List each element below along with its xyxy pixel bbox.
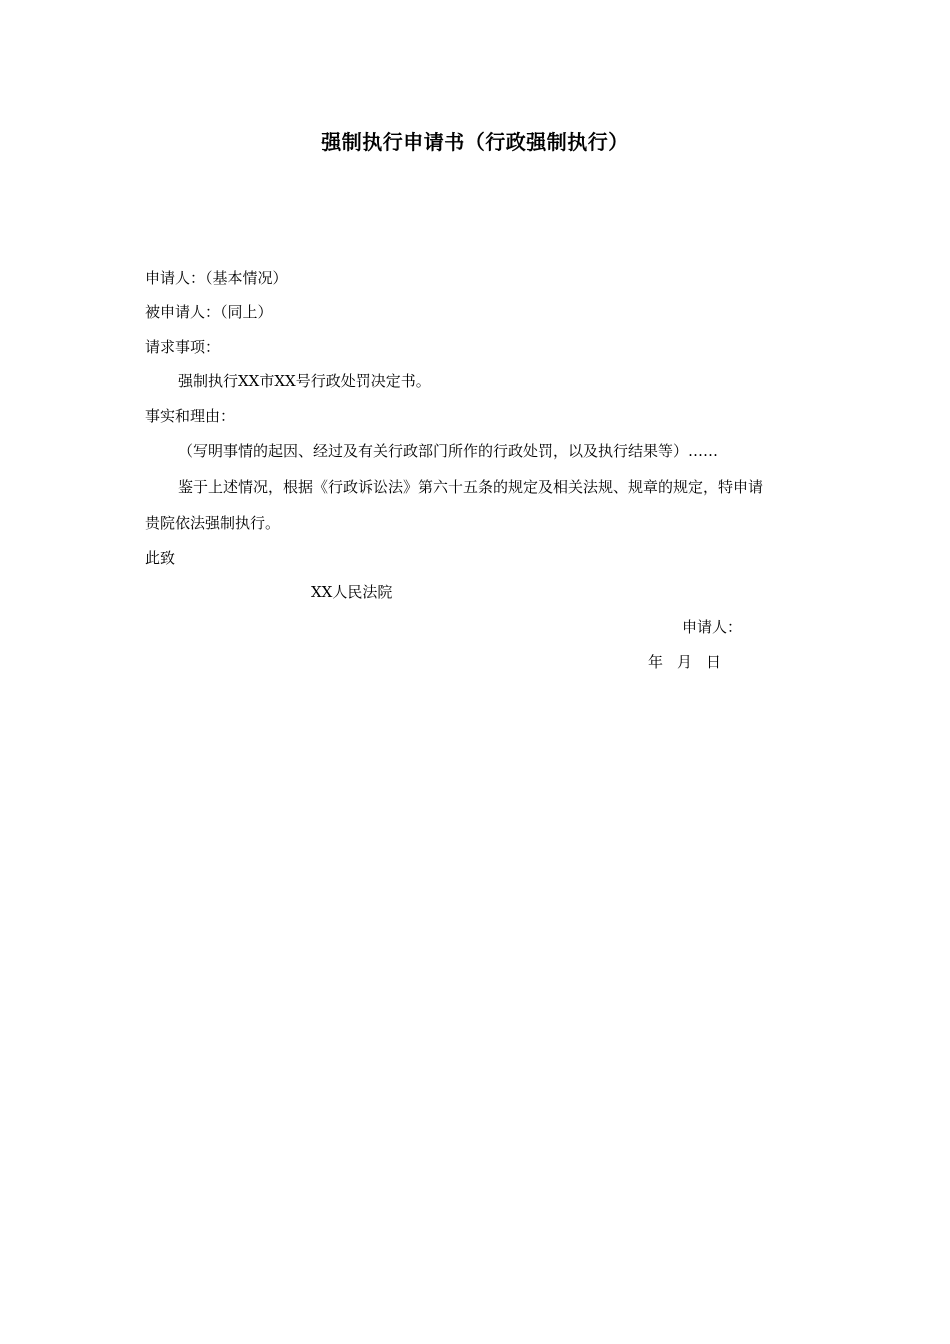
date-month-label: 月 xyxy=(677,653,693,671)
basis-paragraph-line-2: 贵院依法强制执行。 xyxy=(145,514,281,532)
applicant-line: 申请人：（基本情况） xyxy=(145,269,288,287)
facts-heading: 事实和理由： xyxy=(145,407,236,425)
addressee-court: XX人民法院 xyxy=(311,583,393,601)
date-line xyxy=(648,651,721,673)
date-year-label: 年 xyxy=(648,653,664,671)
document-title: 强制执行申请书（行政强制执行） xyxy=(321,130,629,154)
request-body: 强制执行XX市XX号行政处罚决定书。 xyxy=(178,372,431,390)
respondent-line: 被申请人：（同上） xyxy=(145,303,273,321)
facts-body: （写明事情的起因、经过及有关行政部门所作的行政处罚，以及执行结果等）…… xyxy=(178,442,719,460)
basis-paragraph-line-1: 鉴于上述情况，根据《行政诉讼法》第六十五条的规定及相关法规、规章的规定，特申请 xyxy=(178,478,764,496)
date-day-label: 日 xyxy=(706,653,722,671)
closing-regards: 此致 xyxy=(145,549,176,567)
signature-label: 申请人： xyxy=(682,618,743,636)
request-heading: 请求事项： xyxy=(145,338,221,356)
